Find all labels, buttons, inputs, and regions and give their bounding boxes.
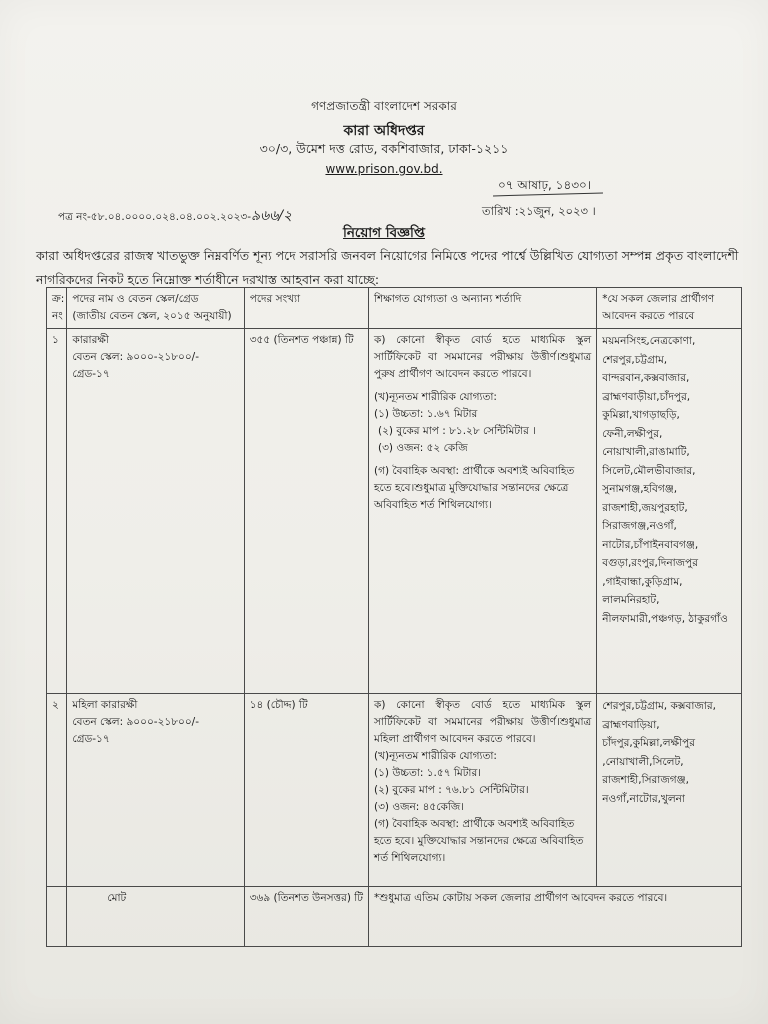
pay-scale: বেতন স্কেল: ৯০০০-২১৮০০/- bbox=[72, 716, 200, 728]
chest-requirement: (২) বুকের মাপ : ৭৬.৮১ সেন্টিমিটার। bbox=[374, 784, 529, 796]
table-row bbox=[47, 329, 742, 694]
weight-requirement: (৩) ওজন: ৪৫কেজি। bbox=[374, 801, 465, 813]
header-districts: *যে সকল জেলার প্রার্থীগণ আবেদন করতে পারবে bbox=[597, 288, 742, 329]
physical-requirement-title: (খ)ন্যূনতম শারীরিক যোগ্যতা: bbox=[374, 750, 497, 762]
government-name: গণপ্রজাতন্ত্রী বাংলাদেশ সরকার bbox=[311, 99, 457, 113]
height-requirement: (১) উচ্চতা: ১.৫৭ মিটার। bbox=[374, 767, 482, 779]
weight-requirement: (৩) ওজন: ৫২ কেজি bbox=[378, 442, 468, 454]
grade: গ্রেড-১৭ bbox=[72, 733, 110, 745]
notice-intro: কারা অধিদপ্তরের রাজস্ব খাতভুক্ত নিম্নবর্ণিত শূন্য পদে সরাসরি জনবল নিয়োগের নিমিত্তে পদের পার্শ্বে উল্লিখিত যোগ্যতা সম্পন্ন প্রকৃত বাংলাদেশী নাগরিকদের নিকট হতে নিম্নোক্ত শর্তাধীনে দরখাস্ত আহবান করা যাচ্ছে: bbox=[36, 248, 739, 287]
row-count: ১৪ (চৌদ্দ) টি bbox=[244, 694, 368, 887]
row-districts: ময়মনসিংহ,নেত্রকোণা, শেরপুর,চট্টগ্রাম, বান্দরবান,কক্সবাজার, ব্রাহ্মণবাড়ীয়া,চাঁদপুর, কুমিল্লা,খাগড়াছড়ি, ফেনী,লক্ষীপুর, নোয়াখালী,রাঙামাটি, সিলেট,মৌলভীবাজার, সুনামগঞ্জ,হবিগঞ্জ, রাজশাহী,জয়পুরহাট, সিরাজগঞ্জ,নওগাঁ, নাটোর,চাঁপাইনবাবগঞ্জ, বগুড়া,রংপুর,দিনাজপুর ,গাইবান্ধা,কুড়িগ্রাম, লালমনিরহাট, নীলফামারী,পঞ্চগড়, ঠাকুরগাঁও bbox=[597, 329, 742, 694]
memo-number-prefix: পত্র নং-৫৮.০৪.০০০০.০২৪.০৪.০০২.২০২৩- bbox=[58, 211, 252, 223]
chest-requirement: (২) বুকের মাপ : ৮১.২৮ সেন্টিমিটার । bbox=[378, 425, 536, 437]
marital-requirement: (গ) বৈবাহিক অবস্থা: প্রার্থীকে অবশ্যই অবিবাহিত হতে হবে।শুধুমাত্র মুক্তিযোদ্ধার সন্তানদের ক্ষেত্রে অবিবাহিত শর্ত শিথিলযোগ্য। bbox=[374, 465, 575, 511]
post-name: মহিলা কারারক্ষী bbox=[72, 699, 138, 711]
header-count: পদের সংখ্যা bbox=[244, 288, 368, 329]
header-post-label: পদের নাম ও বেতন স্কেল/গ্রেড bbox=[72, 293, 199, 305]
website-link[interactable]: www.prison.gov.bd. bbox=[325, 162, 443, 176]
physical-requirement-title: (খ)ন্যূনতম শারীরিক যোগ্যতা: bbox=[374, 391, 497, 403]
memo-number-handwritten: ৯৬৬/২ bbox=[251, 208, 293, 224]
row-serial: ১ bbox=[47, 329, 67, 694]
header-qualification: শিক্ষাগত যোগ্যতা ও অন্যান্য শর্তাদি bbox=[369, 288, 597, 329]
row-count: ৩৫৫ (তিনশত পঞ্চান্ন) টি bbox=[244, 329, 368, 694]
bangla-date: ০৭ আষাঢ়, ১৪৩০। bbox=[498, 178, 592, 192]
row-post bbox=[67, 694, 244, 887]
header-serial: ক্র: নং bbox=[47, 288, 67, 329]
marital-requirement: (গ) বৈবাহিক অবস্থা: প্রার্থীকে অবশ্যই অবিবাহিত হতে হবে। মুক্তিযোদ্ধার সন্তানদের ক্ষেত্রে অবিবাহিত শর্ত শিথিলযোগ্য। bbox=[374, 818, 584, 864]
row-post bbox=[67, 329, 244, 694]
table-total-row bbox=[47, 887, 742, 947]
row-qualification bbox=[369, 694, 597, 887]
education-requirement: ক) কোনো স্বীকৃত বোর্ড হতে মাধ্যমিক স্কুল সার্টিফিকেট বা সমমানের পরীক্ষায় উত্তীর্ণ।শুধুমাত্র মহিলা প্রার্থীগণ আবেদন করতে পারবে। bbox=[374, 699, 592, 745]
department-name: কারা অধিদপ্তর bbox=[343, 123, 425, 139]
department-address: ৩০/৩, উমেশ দত্ত রোড, বকশিবাজার, ঢাকা-১২১১ bbox=[259, 141, 509, 156]
education-requirement: ক) কোনো স্বীকৃত বোর্ড হতে মাধ্যমিক স্কুল সার্টিফিকেট বা সমমানের পরীক্ষায় উত্তীর্ণ।শুধুমাত্র পুরুষ প্রার্থীগণ আবেদন করতে পারবে। bbox=[374, 334, 592, 380]
orphan-quota-note: *শুধুমাত্র এতিম কোটায় সকল জেলার প্রার্থীগণ আবেদন করতে পারবে। bbox=[369, 887, 742, 947]
row-districts: শেরপুর,চট্টগ্রাম, কক্সবাজার, ব্রাহ্মণবাড়িয়া, চাঁদপুর,কুমিল্লা,লক্ষীপুর ,নোয়াখালী,সিলেট, রাজশাহী,সিরাজগঞ্জ, নওগাঁ,নাটোর,খুলনা bbox=[597, 694, 742, 887]
row-qualification bbox=[369, 329, 597, 694]
posts-table bbox=[46, 287, 742, 947]
notice-title bbox=[0, 222, 768, 245]
header-post-note: (জাতীয় বেতন স্কেল, ২০১৫ অনুযায়ী) bbox=[72, 310, 232, 322]
row-serial: ২ bbox=[47, 694, 67, 887]
pay-scale: বেতন স্কেল: ৯০০০-২১৮০০/- bbox=[72, 351, 200, 363]
notice-title-text: নিয়োগ বিজ্ঞপ্তি bbox=[342, 225, 425, 241]
total-count: ৩৬৯ (তিনশত উনসত্তর) টি bbox=[244, 887, 368, 947]
header-post bbox=[67, 288, 244, 329]
grade: গ্রেড-১৭ bbox=[72, 368, 110, 380]
total-serial-cell bbox=[47, 887, 67, 947]
english-date: তারিখ :২১জুন, ২০২৩ । bbox=[482, 204, 596, 218]
total-label: মোট bbox=[67, 887, 244, 947]
post-name: কারারক্ষী bbox=[72, 334, 109, 346]
height-requirement: (১) উচ্চতা: ১.৬৭ মিটার bbox=[374, 408, 478, 420]
table-header-row bbox=[47, 288, 742, 329]
table-row bbox=[47, 694, 742, 887]
